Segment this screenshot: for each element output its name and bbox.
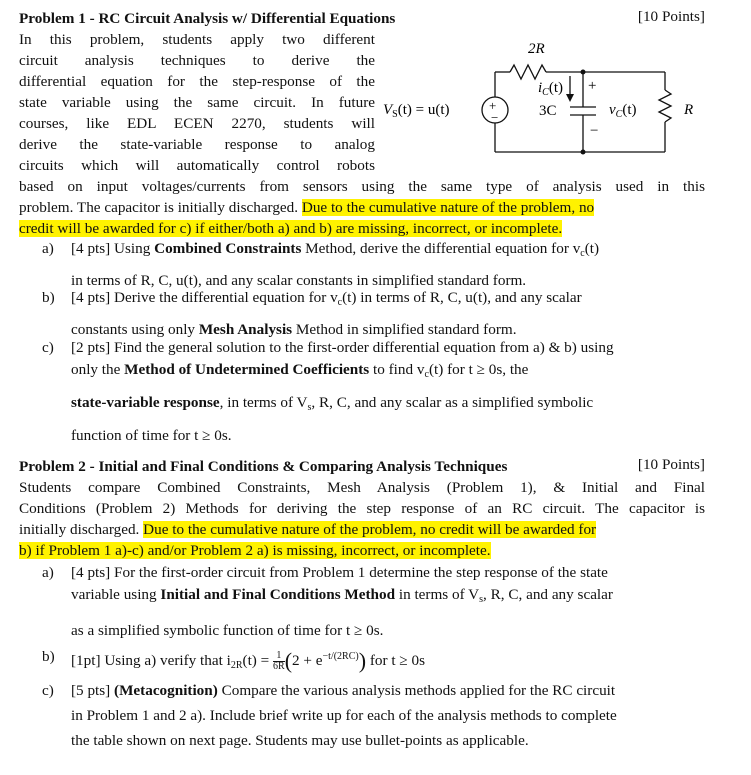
item-text: , in terms of V <box>219 394 308 411</box>
item-text: to find v <box>369 361 425 378</box>
paren: ) <box>358 648 367 674</box>
item-text: (t) <box>584 240 600 257</box>
item-text: , R, C, and any scalar <box>483 586 613 603</box>
item-label: a) <box>42 564 54 581</box>
item-text: in terms of V <box>395 586 480 603</box>
fraction-numerator: 1 <box>273 651 285 662</box>
problem2-title: Problem 2 - Initial and Final Conditions & Comparing Analysis Techniques <box>19 458 508 475</box>
cap-minus: − <box>590 123 599 139</box>
fraction <box>273 651 285 672</box>
item-text: for t ≥ 0s <box>366 652 426 670</box>
item-text: only the <box>71 361 125 378</box>
problem1-intro-line: In this problem, students apply two different <box>19 31 375 48</box>
method-name: Initial and Final Conditions Method <box>160 586 396 603</box>
method-name: Method of Undetermined Coefficients <box>124 361 370 378</box>
problem1-intro-line: state variable using the same circuit. In future <box>19 94 375 111</box>
item-text: in Problem 1 and 2 a). Include brief write up for each of the analysis methods to complete <box>71 707 617 724</box>
item-text: [4 pts] For the first-order circuit from Problem 1 determine the step response of the state <box>71 564 608 581</box>
problem1-intro-text: problem. The capacitor is initially discharged. <box>19 199 299 216</box>
item-text: (t) in terms of R, C, u(t), and any scalar <box>342 289 582 306</box>
problem1-intro-line: based on input voltages/currents from sensors using the same type of analysis used in this <box>19 178 705 195</box>
source-plus: + <box>489 98 497 113</box>
problem1-points: [10 Points] <box>637 8 705 25</box>
problem1-highlight-line <box>19 218 705 239</box>
capacitor-label: 3C <box>539 103 557 119</box>
subscript: c <box>424 369 429 380</box>
item-text: [2 pts] Find the general solution to the first-order differential equation from a) & b) using <box>71 339 614 356</box>
source-minus: − <box>491 110 499 125</box>
problem1-highlight: credit will be awarded for c) if either/both a) and b) are missing, incorrect, or incomplete. <box>19 220 563 237</box>
current-arrow-icon <box>566 94 574 102</box>
problem1-highlight: Due to the cumulative nature of the problem, no <box>301 199 595 216</box>
problem2-intro-line: Conditions (Problem 2) Methods for deriving the step response of an RC circuit. The capacitor is <box>19 500 705 517</box>
cap-voltage-label: $v_C(t)$ <box>609 102 637 120</box>
subscript: s <box>307 402 312 413</box>
subscript: s <box>479 594 484 605</box>
problem1-intro-line <box>19 197 705 218</box>
item-text: variable using <box>71 586 161 603</box>
problem1-intro-line: circuit analysis techniques to derive the <box>19 52 375 69</box>
problem1-intro-line: circuits which will automatically control robots <box>19 157 375 174</box>
item-text: [4 pts] Derive the differential equation for v <box>71 289 338 306</box>
subscript: c <box>580 248 585 259</box>
item-label: c) <box>42 682 54 699</box>
item-text: (t) = <box>242 652 270 670</box>
problem2-intro-line <box>19 519 705 540</box>
item-label: b) <box>42 648 55 665</box>
problem1-intro-line: courses, like EDL ECEN 2270, students will <box>19 115 375 132</box>
paren: ( <box>284 648 293 674</box>
method-name: Combined Constraints <box>154 240 302 257</box>
problem2-intro-text: initially discharged. <box>19 521 140 538</box>
item-text: 2 + e <box>292 652 323 670</box>
item-text: Method in simplified standard form. <box>292 321 517 338</box>
item-text: [5 pts] <box>71 682 115 699</box>
problem2-highlight: Due to the cumulative nature of the problem, no credit will be awarded for <box>143 521 597 538</box>
item-text: Compare the various analysis methods applied for the RC circuit <box>217 682 616 699</box>
item-text: , R, C, and any scalar as a simplified symbolic <box>311 394 594 411</box>
item-text: [4 pts] Using <box>71 240 155 257</box>
problem1-intro-line: derive the state-variable response to analog <box>19 136 375 153</box>
resistor-2r-label: 2R <box>528 41 545 57</box>
resistor-r-label: R <box>684 102 694 118</box>
problem1-title: Problem 1 - RC Circuit Analysis w/ Differential Equations <box>19 10 396 27</box>
problem2-highlight-line <box>19 540 705 561</box>
rc-circuit-diagram <box>380 32 710 162</box>
subscript: 2R <box>230 660 243 672</box>
current-label: $i_C(t)$ <box>538 80 564 98</box>
problem2-points: [10 Points] <box>637 456 705 473</box>
exponent: −t/(2RC) <box>322 651 359 662</box>
cap-plus: + <box>588 78 597 94</box>
problem1-intro-line: differential equation for the step-response of the <box>19 73 375 90</box>
item-text: [1pt] Using a) verify that i <box>71 652 231 670</box>
source-label: $V_S(t) = u(t)$ <box>383 102 450 120</box>
subscript: c <box>337 297 343 308</box>
item-label: b) <box>42 289 55 306</box>
verify-equation <box>71 646 705 676</box>
fraction-denominator: 6R <box>273 661 285 673</box>
item-text: (t) for t ≥ 0s, the <box>428 361 529 378</box>
item-label: a) <box>42 240 54 257</box>
problem2-intro-line: Students compare Combined Constraints, Mesh Analysis (Problem 1), & Initial and Final <box>19 479 705 496</box>
item-text: Method, derive the differential equation for v <box>301 240 581 257</box>
method-name: (Metacognition) <box>114 682 218 699</box>
method-name: state-variable response <box>71 394 220 411</box>
item-text: constants using only <box>71 321 199 338</box>
item-label: c) <box>42 339 54 356</box>
item-text: as a simplified symbolic function of time for t ≥ 0s. <box>71 622 384 639</box>
item-text: function of time for t ≥ 0s. <box>71 427 232 444</box>
item-text: the table shown on next page. Students may use bullet-points as applicable. <box>71 732 529 749</box>
problem2-highlight: b) if Problem 1 a)-c) and/or Problem 2 a) is missing, incorrect, or incomplete. <box>19 542 491 559</box>
method-name: Mesh Analysis <box>198 321 293 338</box>
item-text: in terms of R, C, u(t), and any scalar constants in simplified standard form. <box>71 272 527 289</box>
